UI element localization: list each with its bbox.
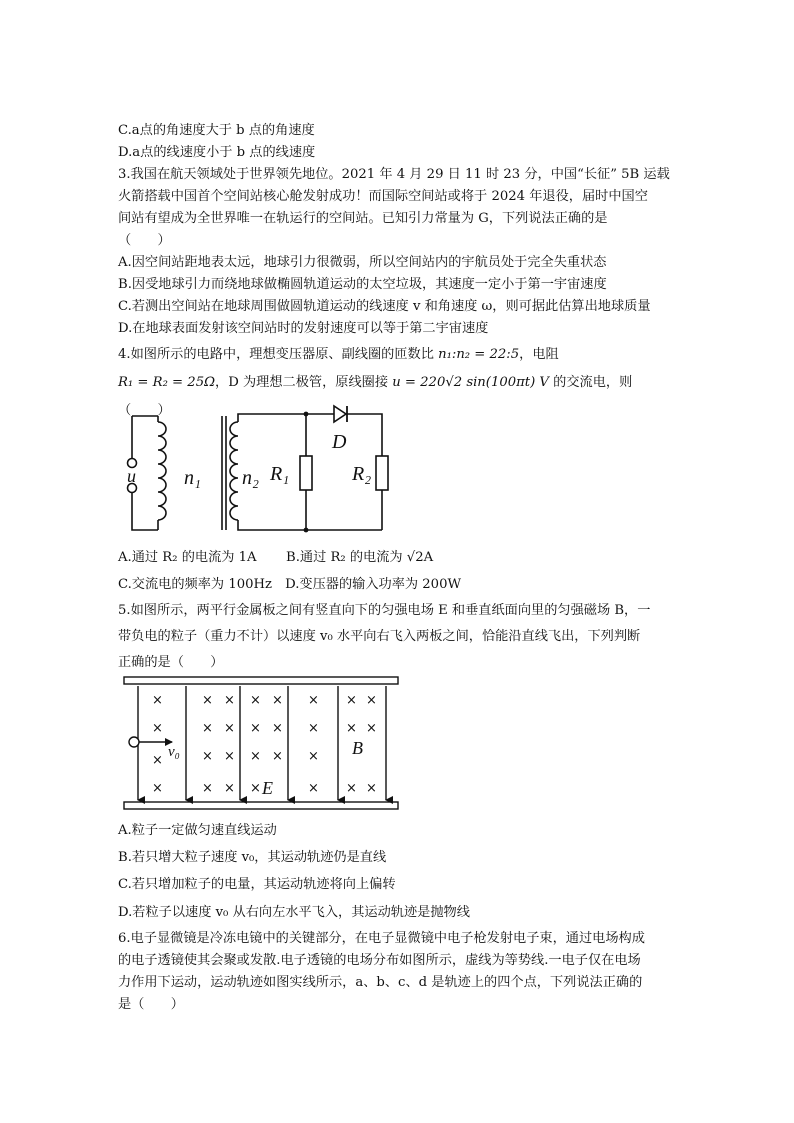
q4-stem-line-1: [118, 344, 559, 366]
svg-text:×: ×: [308, 749, 319, 764]
q5-stem-line-1: 5.如图所示，两平行金属板之间有竖直向下的匀强电场 E 和垂直纸面向里的匀强磁场 B，一: [118, 603, 651, 618]
svg-text:×: ×: [346, 721, 357, 736]
q4-stem-text-2a: ，D 为理想二极管，原线圈接: [215, 375, 393, 390]
q2-option-d: D.a点的线速度小于 b 点的线速度: [118, 145, 316, 160]
q4-stem-text-1a: 4.如图所示的电路中，理想变压器原、副线圈的匝数比: [118, 347, 439, 362]
q3-option-a: A.因空间站距地表太远，地球引力很微弱，所以空间站内的宇航员处于完全失重状态: [118, 255, 607, 270]
q5-stem-line-2: 带负电的粒子（重力不计）以速度 v₀ 水平向右飞入两板之间，恰能沿直线飞出，下列判断: [118, 629, 641, 644]
label-r2: R₂: [352, 463, 372, 485]
svg-text:×: ×: [152, 721, 163, 736]
q3-option-b: B.因受地球引力而绕地球做椭圆轨道运动的太空垃圾，其速度一定小于第一宇宙速度: [118, 277, 607, 292]
q3-answer-blank: （ ）: [118, 233, 171, 248]
resistor-r1: [300, 456, 312, 490]
q5-option-b: B.若只增大粒子速度 v₀，其运动轨迹仍是直线: [118, 850, 387, 865]
q6-stem-line-1: 6.电子显微镜是冷冻电镜中的关键部分，在电子显微镜中电子枪发射电子束，通过电场构成: [118, 931, 645, 946]
junction-bottom: [304, 528, 309, 533]
svg-text:×: ×: [346, 781, 357, 796]
svg-text:×: ×: [308, 781, 319, 796]
svg-text:×: ×: [366, 693, 377, 708]
charged-particle: [129, 737, 139, 747]
svg-text:×: ×: [366, 721, 377, 736]
svg-text:×: ×: [202, 781, 213, 796]
q4-turns-ratio: n₁:n₂ = 22:5: [438, 347, 520, 362]
q5-option-c: C.若只增加粒子的电量，其运动轨迹将向上偏转: [118, 877, 396, 892]
svg-text:×: ×: [308, 693, 319, 708]
q6-stem-line-4: 是（ ）: [118, 997, 184, 1012]
svg-text:×: ×: [250, 721, 261, 736]
svg-text:×: ×: [272, 721, 283, 736]
q4-option-a: A.通过 R₂ 的电流为 1A: [118, 550, 257, 565]
svg-text:×: ×: [202, 721, 213, 736]
q4-stem-line-2: [118, 372, 632, 394]
label-n2: n₂: [242, 467, 259, 489]
svg-text:×: ×: [224, 693, 235, 708]
q4-stem-text-1b: ，电阻: [519, 347, 559, 362]
svg-text:×: ×: [202, 693, 213, 708]
q2-option-c: C.a点的角速度大于 b 点的角速度: [118, 123, 315, 138]
q3-option-c: C.若测出空间站在地球周围做圆轨道运动的线速度 v 和角速度 ω，则可据此估算出地球质量: [118, 299, 651, 314]
q6-stem-line-3: 力作用下运动，运动轨迹如图实线所示，a、b、c、d 是轨迹上的四个点，下列说法正确的: [118, 975, 643, 990]
transformer-circuit-diagram: [118, 400, 398, 536]
q3-option-d: D.在地球表面发射该空间站时的发射速度可以等于第二宇宙速度: [118, 321, 489, 336]
svg-text:×: ×: [250, 749, 261, 764]
label-d: D: [332, 431, 347, 453]
q4-stem-text-2b: 的交流电，则: [548, 375, 633, 390]
svg-text:×: ×: [272, 749, 283, 764]
q4-options-c-d: C.交流电的频率为 100Hz D.变压器的输入功率为 200W: [118, 577, 462, 592]
svg-text:×: ×: [250, 781, 261, 796]
secondary-coil: [230, 422, 238, 520]
q3-stem-line-1: 3.我国在航天领域处于世界领先地位。2021 年 4 月 29 日 11 时 23 分，中国“长征” 5B 运载: [118, 167, 670, 182]
svg-text:×: ×: [272, 693, 283, 708]
svg-text:×: ×: [366, 781, 377, 796]
svg-text:×: ×: [224, 749, 235, 764]
q5-option-d: D.若粒子以速度 v₀ 从右向左水平飞入，其运动轨迹是抛物线: [118, 905, 470, 920]
q5-option-a: A.粒子一定做匀速直线运动: [118, 823, 277, 838]
svg-text:×: ×: [152, 781, 163, 796]
q4-option-b: B.通过 R₂ 的电流为 √2A: [286, 550, 434, 565]
primary-bottom-wire: [132, 493, 158, 530]
secondary-bottom-wire: [238, 520, 382, 530]
q4-voltage-expression: u = 220√2 sin(100πt) V: [392, 375, 549, 390]
svg-text:×: ×: [346, 693, 357, 708]
svg-text:×: ×: [152, 753, 163, 768]
diode-wire-right: [346, 414, 382, 456]
q3-stem-line-2: 火箭搭载中国首个空间站核心舱发射成功！而国际空间站或将于 2024 年退役，届时中国空: [118, 189, 648, 204]
svg-text:×: ×: [224, 721, 235, 736]
q4-resistance: R₁ = R₂ = 25Ω: [118, 375, 216, 390]
top-plate: [124, 677, 398, 684]
label-u: u: [127, 466, 136, 486]
junction-top: [304, 412, 309, 417]
parallel-plates-field-diagram: [120, 674, 404, 814]
svg-text:×: ×: [308, 721, 319, 736]
q6-stem-line-2: 的电子透镜使其会聚或发散.电子透镜的电场分布如图所示，虚线为等势线.一电子仅在电场: [118, 953, 641, 968]
diode-symbol: [334, 406, 347, 422]
label-b: B: [352, 738, 363, 758]
svg-text:×: ×: [202, 749, 213, 764]
bottom-plate: [124, 802, 398, 809]
svg-text:×: ×: [250, 693, 261, 708]
q3-stem-line-3: 间站有望成为全世界唯一在轨运行的空间站。已知引力常量为 G，下列说法正确的是: [118, 211, 608, 226]
label-e: E: [262, 778, 273, 798]
svg-text:×: ×: [224, 781, 235, 796]
resistor-r2: [376, 456, 388, 490]
label-n1: n₁: [184, 467, 201, 489]
svg-text:×: ×: [152, 693, 163, 708]
q5-stem-line-3: 正确的是（ ）: [118, 655, 224, 670]
primary-coil: [158, 422, 166, 520]
q4-answer-blank: （ ）: [118, 403, 171, 418]
label-r1: R₁: [270, 463, 290, 485]
label-v0: v₀: [168, 744, 180, 760]
secondary-top-wire: [238, 414, 306, 422]
